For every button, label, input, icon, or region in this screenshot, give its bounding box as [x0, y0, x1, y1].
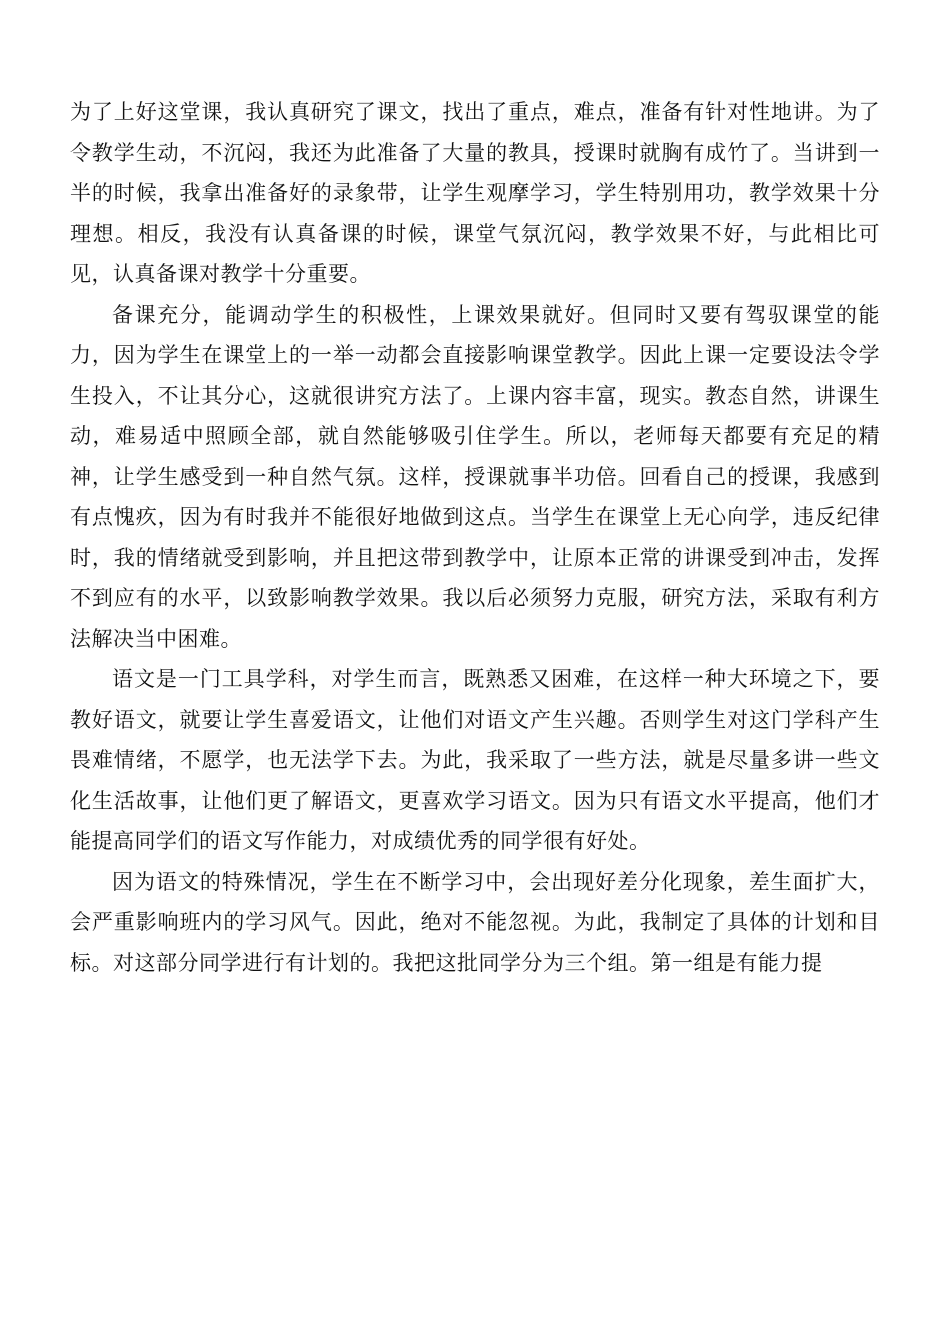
paragraph-3: 语文是一门工具学科，对学生而言，既熟悉又困难，在这样一种大环境之下，要教好语文，就要让学生喜爱语文，让他们对语文产生兴趣。否则学生对这门学科产生畏难情绪，不愿学，也无法学下去。为此，我采取了一些方法，就是尽量多讲一些文化生活故事，让他们更了解语文，更喜欢学习语文。因为只有语文水平提高，他们才能提高同学们的语文写作能力，对成绩优秀的同学很有好处。: [70, 667, 880, 853]
paragraph-2: 备课充分，能调动学生的积极性，上课效果就好。但同时又要有驾驭课堂的能力，因为学生在课堂上的一举一动都会直接影响课堂教学。因此上课一定要设法令学生投入，不让其分心，这就很讲究方法了。上课内容丰富，现实。教态自然，讲课生动，难易适中照顾全部，就自然能够吸引住学生。所以，老师每天都要有充足的精神，让学生感受到一种自然气氛。这样，授课就事半功倍。回看自己的授课，我感到有点愧疚，因为有时我并不能很好地做到这点。当学生在课堂上无心向学，违反纪律时，我的情绪就受到影响，并且把这带到教学中，让原本正常的讲课受到冲击，发挥不到应有的水平，以致影响教学效果。我以后必须努力克服，研究方法，采取有利方法解决当中困难。: [70, 302, 880, 651]
paragraph-1: 为了上好这堂课，我认真研究了课文，找出了重点，难点，准备有针对性地讲。为了令教学生动，不沉闷，我还为此准备了大量的教具，授课时就胸有成竹了。当讲到一半的时候，我拿出准备好的录象带，让学生观摩学习，学生特别用功，教学效果十分理想。相反，我没有认真备课的时候，课堂气氛沉闷，教学效果不好，与此相比可见，认真备课对教学十分重要。: [70, 100, 880, 286]
paragraph-4: 因为语文的特殊情况，学生在不断学习中，会出现好差分化现象，差生面扩大，会严重影响班内的学习风气。因此，绝对不能忽视。为此，我制定了具体的计划和目标。对这部分同学进行有计划的。我把这批同学分为三个组。第一组是有能力提: [70, 869, 880, 975]
